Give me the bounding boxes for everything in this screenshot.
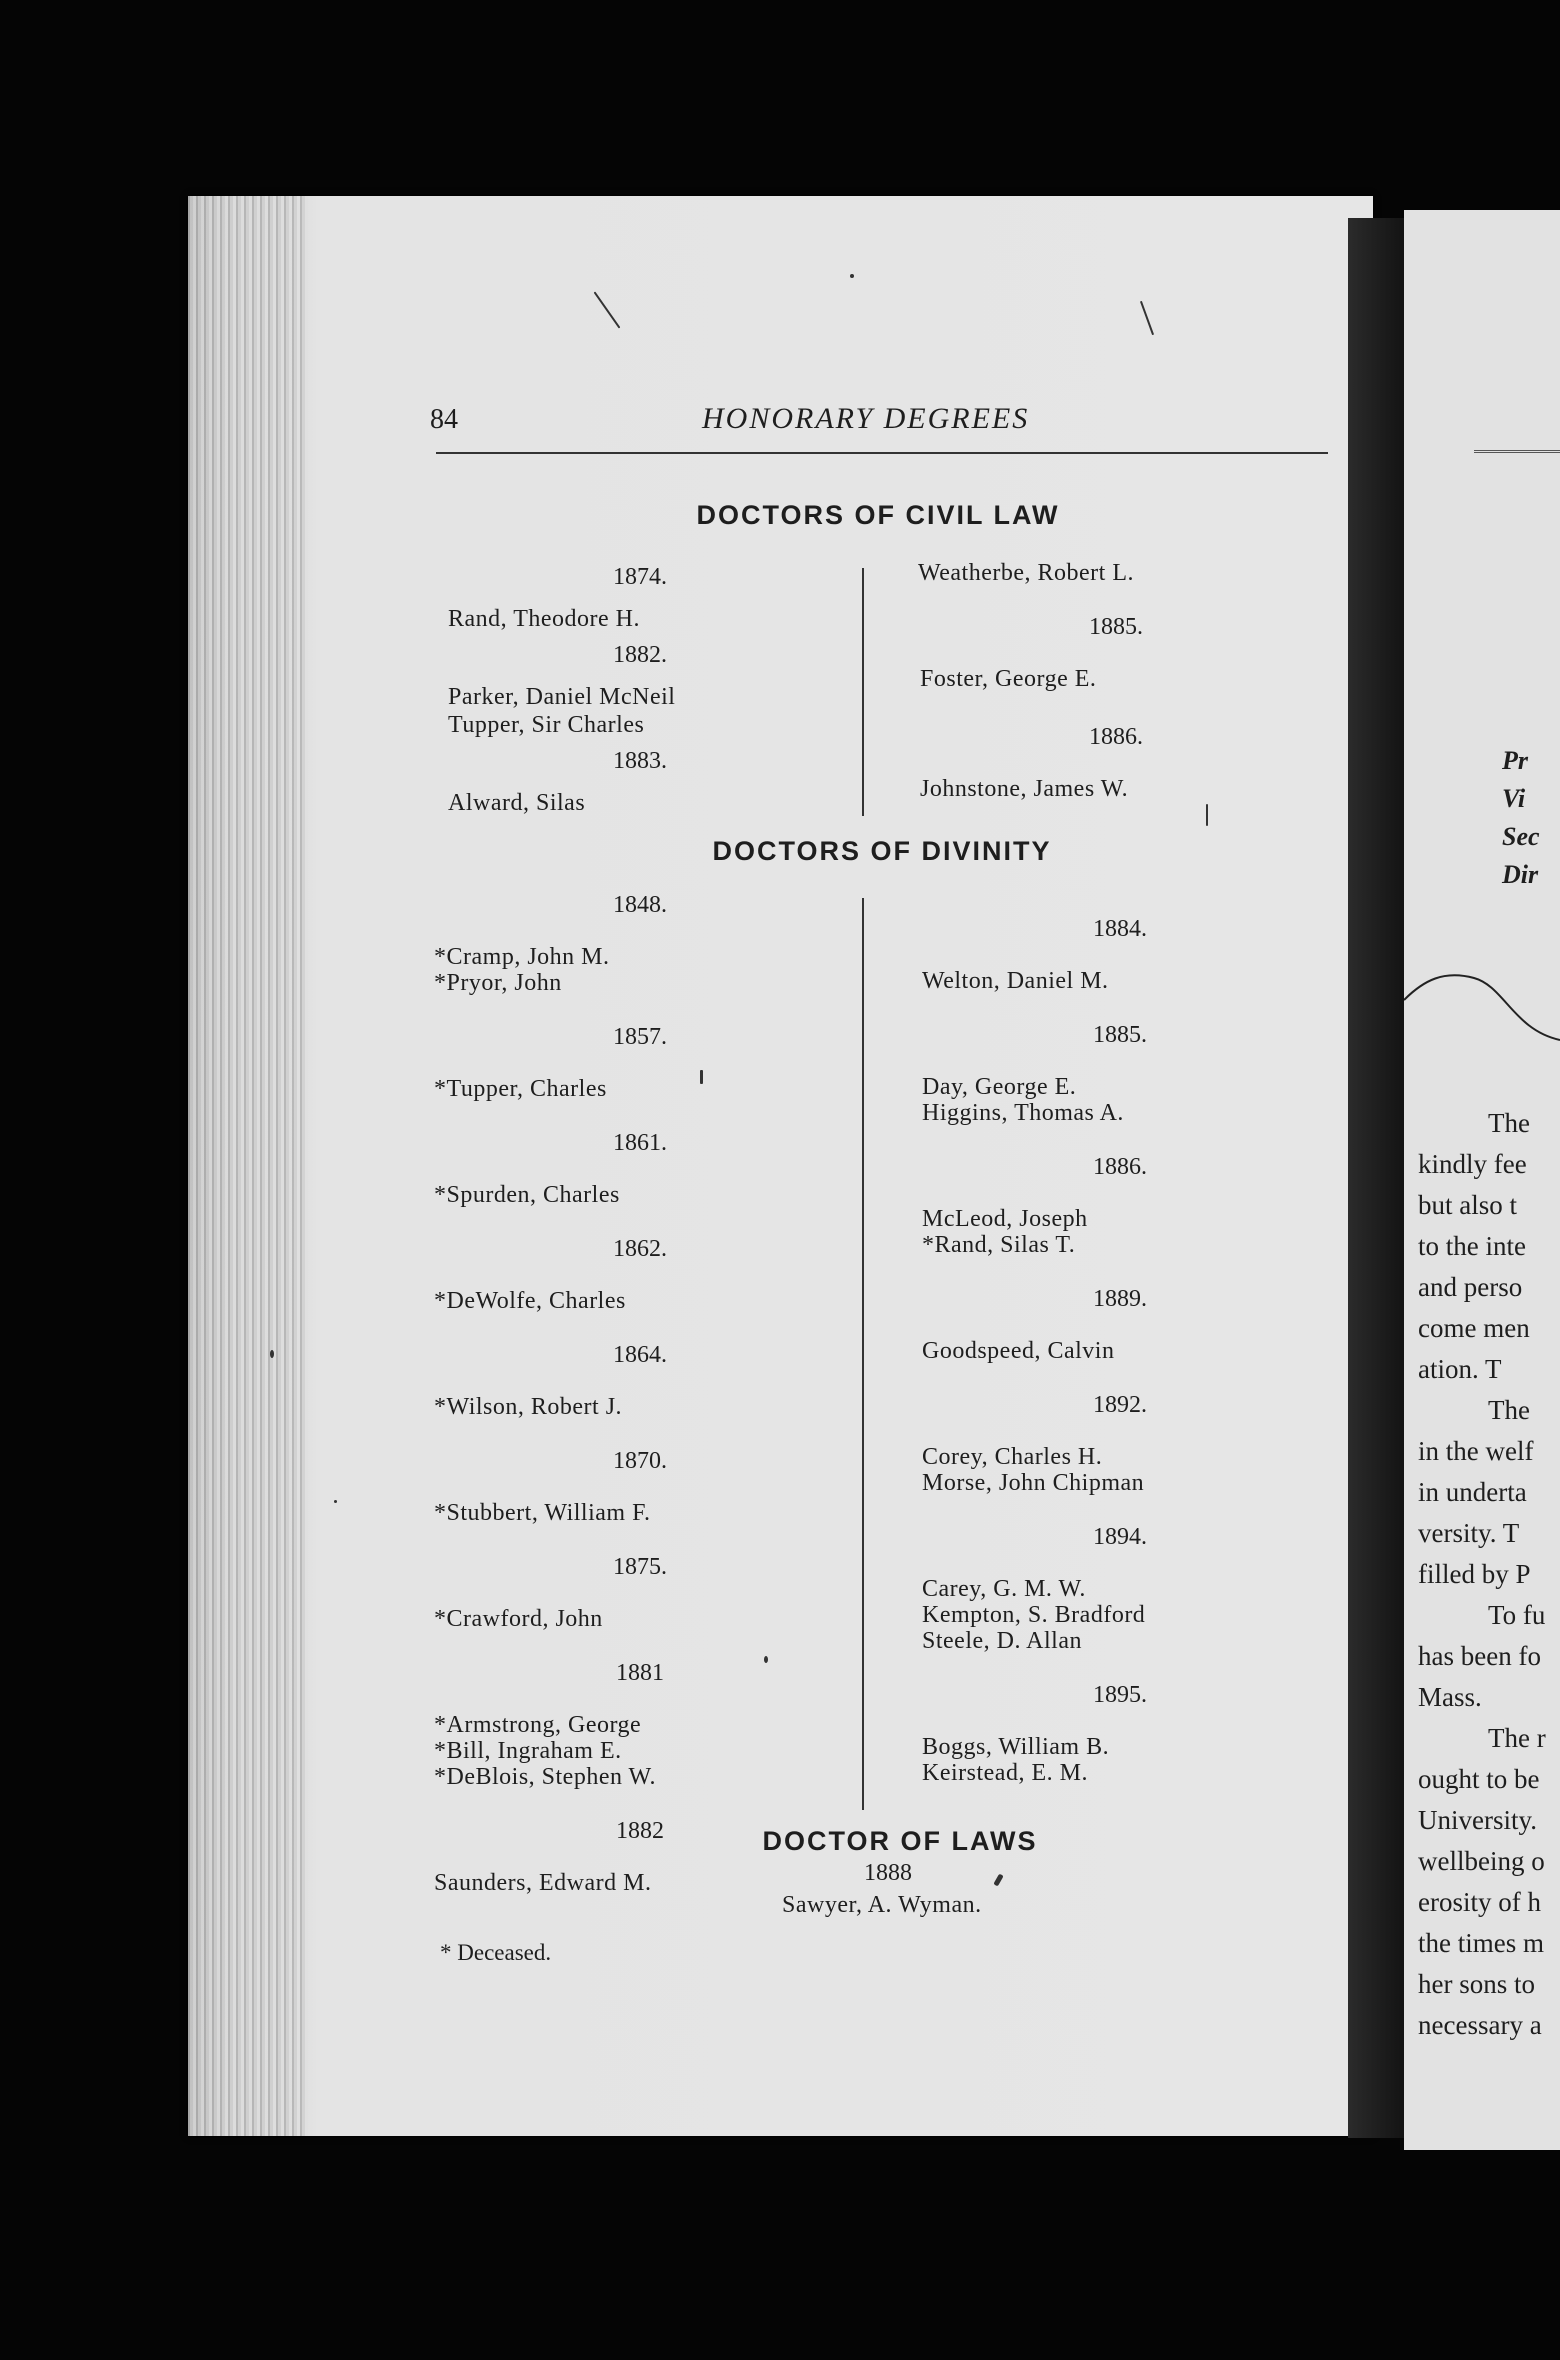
recipient-name: Welton, Daniel M.: [922, 968, 1109, 994]
recipient-name: Kempton, S. Bradford: [922, 1602, 1146, 1628]
facing-text-line: The r: [1488, 1723, 1546, 1753]
recipient-name: Parker, Daniel McNeil: [448, 684, 676, 710]
recipient-name: Saunders, Edward M.: [434, 1870, 652, 1896]
facing-text-line: ation. T: [1418, 1354, 1502, 1384]
column-divider: [862, 898, 864, 1810]
degree-year: 1886.: [1089, 724, 1143, 750]
facing-text-line: The: [1488, 1395, 1530, 1425]
recipient-name: McLeod, Joseph: [922, 1206, 1088, 1232]
header-rule: [436, 452, 1328, 454]
facing-text-line: ought to be: [1418, 1764, 1540, 1794]
recipient-name: *Tupper, Charles: [434, 1076, 607, 1102]
page-number: 84: [430, 404, 458, 435]
degree-year: 1862.: [613, 1236, 667, 1262]
facing-text-line: the times m: [1418, 1928, 1544, 1958]
section-title-laws: DOCTOR OF LAWS: [762, 1826, 1038, 1856]
facing-text-line: Mass.: [1418, 1682, 1482, 1712]
facing-text-line: but also t: [1418, 1190, 1517, 1220]
facing-text-line: To fu: [1488, 1600, 1546, 1630]
laws-year: 1888: [864, 1860, 912, 1886]
page-edges: [188, 196, 308, 2136]
facing-text-line: come men: [1418, 1313, 1530, 1343]
section-title-divinity: DOCTORS OF DIVINITY: [712, 836, 1052, 866]
recipient-name: *Wilson, Robert J.: [434, 1394, 623, 1420]
recipient-name: Johnstone, James W.: [920, 776, 1129, 802]
recipient-name: *DeWolfe, Charles: [434, 1288, 626, 1314]
recipient-name: *DeBlois, Stephen W.: [434, 1764, 657, 1790]
degree-year: 1857.: [613, 1024, 667, 1050]
facing-text-line: University.: [1418, 1805, 1537, 1835]
facing-italic-line: Dir: [1502, 860, 1539, 889]
column-divider: [862, 568, 864, 816]
recipient-name: Rand, Theodore H.: [448, 606, 641, 632]
recipient-name: Higgins, Thomas A.: [922, 1100, 1124, 1126]
recipient-name: Carey, G. M. W.: [922, 1576, 1086, 1602]
facing-italic-line: Pr: [1502, 746, 1528, 775]
degree-year: 1881: [616, 1660, 664, 1686]
facing-text-line: in the welf: [1418, 1436, 1534, 1466]
facing-text-line: The: [1488, 1108, 1530, 1138]
facing-text-line: to the inte: [1418, 1231, 1526, 1261]
running-head: HONORARY DEGREES: [702, 402, 1030, 435]
degree-year: 1892.: [1093, 1392, 1147, 1418]
recipient-name: Corey, Charles H.: [922, 1444, 1103, 1470]
recipient-name: Tupper, Sir Charles: [448, 712, 645, 738]
facing-page-rule: [1474, 450, 1560, 453]
recipient-name: Alward, Silas: [448, 790, 586, 816]
facing-page-ornament: [1404, 970, 1560, 1060]
facing-text-line: her sons to: [1418, 1969, 1535, 1999]
facing-text-line: filled by P: [1418, 1559, 1531, 1589]
degree-year: 1895.: [1093, 1682, 1147, 1708]
facing-text-line: kindly fee: [1418, 1149, 1527, 1179]
facing-text-line: in underta: [1418, 1477, 1527, 1507]
degree-year: 1874.: [613, 564, 667, 590]
laws-name: Sawyer, A. Wyman.: [782, 1892, 982, 1918]
degree-year: 1875.: [613, 1554, 667, 1580]
facing-text-line: erosity of h: [1418, 1887, 1541, 1917]
degree-year: 1882.: [613, 642, 667, 668]
degree-year: 1848.: [613, 892, 667, 918]
facing-page-italic-list: [1502, 742, 1540, 894]
degree-year: 1894.: [1093, 1524, 1147, 1550]
degree-year: 1883.: [613, 748, 667, 774]
recipient-name: *Armstrong, George: [434, 1712, 642, 1738]
facing-page: [1404, 210, 1560, 2150]
recipient-name: Weatherbe, Robert L.: [918, 560, 1134, 586]
facing-text-line: versity. T: [1418, 1518, 1520, 1548]
facing-text-line: necessary a: [1418, 2010, 1542, 2040]
facing-italic-line: Sec: [1502, 822, 1540, 851]
recipient-name: Morse, John Chipman: [922, 1470, 1145, 1496]
section-title-civil-law: DOCTORS OF CIVIL LAW: [696, 500, 1060, 530]
facing-text-line: has been fo: [1418, 1641, 1541, 1671]
facing-italic-line: Vi: [1502, 784, 1526, 813]
degree-year: 1864.: [613, 1342, 667, 1368]
recipient-name: *Crawford, John: [434, 1606, 603, 1632]
recipient-name: Steele, D. Allan: [922, 1628, 1082, 1654]
recipient-name: Day, George E.: [922, 1074, 1077, 1100]
recipient-name: Foster, George E.: [920, 666, 1097, 692]
recipient-name: *Pryor, John: [434, 970, 562, 996]
degree-year: 1886.: [1093, 1154, 1147, 1180]
recipient-name: *Bill, Ingraham E.: [434, 1738, 622, 1764]
recipient-name: *Cramp, John M.: [434, 944, 610, 970]
recipient-name: *Spurden, Charles: [434, 1182, 620, 1208]
recipient-name: *Stubbert, William F.: [434, 1500, 651, 1526]
degree-year: 1885.: [1093, 1022, 1147, 1048]
degree-year: 1889.: [1093, 1286, 1147, 1312]
recipient-name: Goodspeed, Calvin: [922, 1338, 1115, 1364]
degree-year: 1870.: [613, 1448, 667, 1474]
facing-page-text: [1418, 1103, 1546, 2046]
degree-year: 1861.: [613, 1130, 667, 1156]
recipient-name: Keirstead, E. M.: [922, 1760, 1088, 1786]
degree-year: 1882: [616, 1818, 664, 1844]
facing-text-line: and perso: [1418, 1272, 1523, 1302]
degree-year: 1885.: [1089, 614, 1143, 640]
facing-text-line: wellbeing o: [1418, 1846, 1545, 1876]
recipient-name: *Rand, Silas T.: [922, 1232, 1076, 1258]
recipient-name: Boggs, William B.: [922, 1734, 1110, 1760]
degree-year: 1884.: [1093, 916, 1147, 942]
footnote: * Deceased.: [440, 1940, 552, 1965]
